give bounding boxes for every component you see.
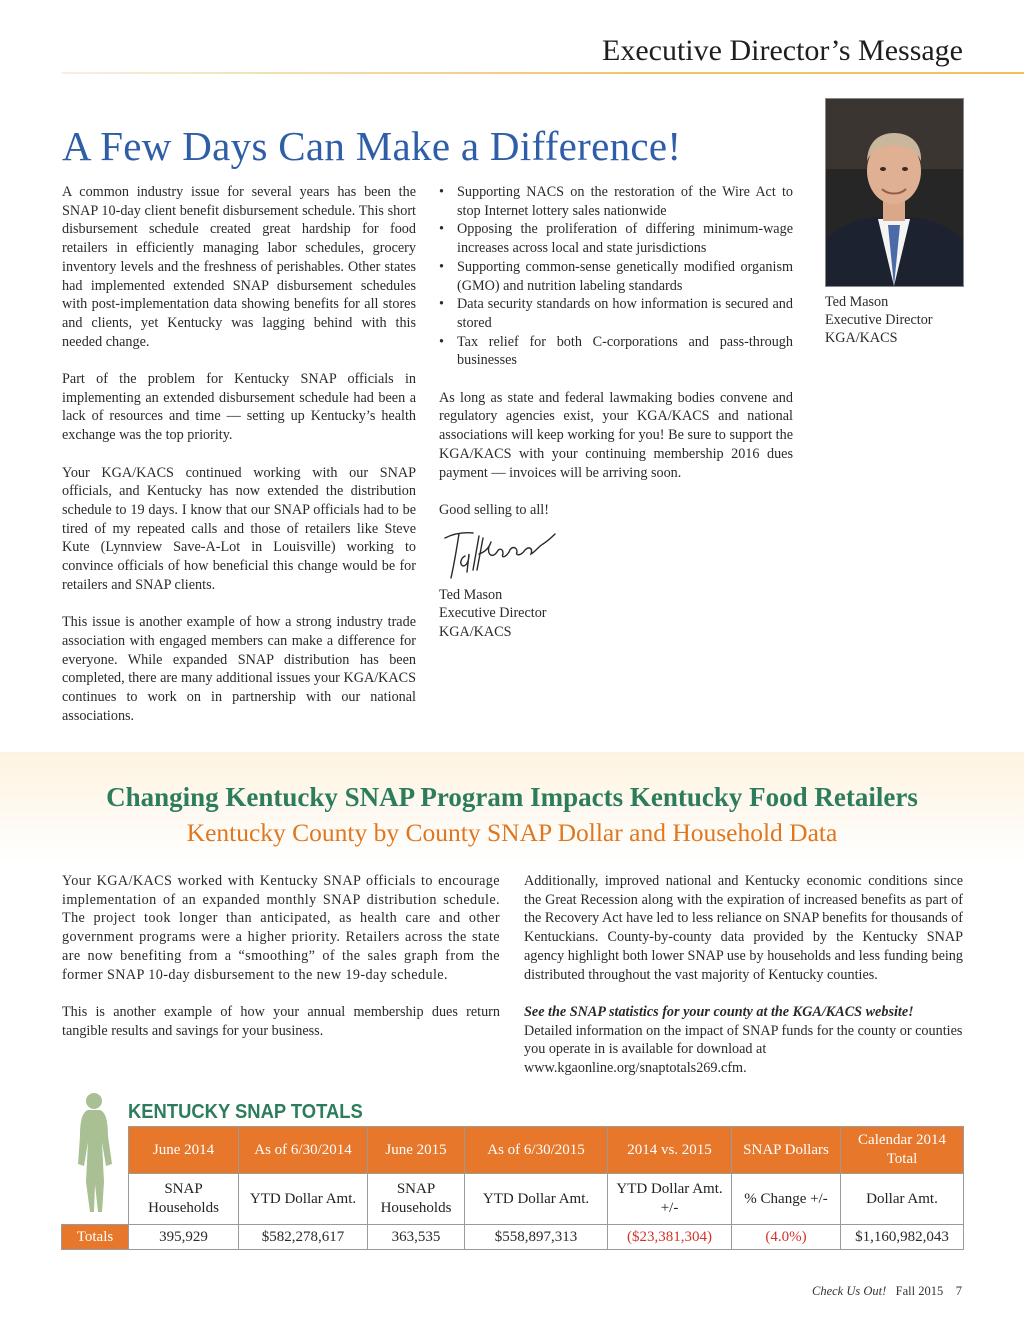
table-cell: ($23,381,304) xyxy=(608,1225,732,1250)
table-subheader-cell: % Change +/- xyxy=(732,1174,841,1225)
snap-left-column xyxy=(62,872,500,1059)
list-item: • Supporting common-sense genetically modified organism (GMO) and nutrition labeling standards xyxy=(439,258,793,295)
list-item: • Tax relief for both C-corporations and pass-through businesses xyxy=(439,333,793,370)
snap-totals-table xyxy=(61,1126,964,1250)
signature-title: Executive Director xyxy=(439,605,547,622)
table-subheader-cell: SNAP Households xyxy=(129,1174,239,1225)
table-header-cell: As of 6/30/2014 xyxy=(239,1127,368,1174)
paragraph: Part of the problem for Kentucky SNAP officials in implementing an extended disbursement schedule had been a lack of resources and time — setting up Kentucky’s health exchange was the top priority. xyxy=(62,371,416,444)
caption-name: Ted Mason xyxy=(825,294,889,310)
table-cell: 363,535 xyxy=(368,1225,465,1250)
paragraph: This issue is another example of how a strong industry trade association with engaged members can make a difference for everyone. While expanded SNAP distribution has been completed, there are many additional issues your KGA/KACS continues to work on in partnership with our national associations. xyxy=(62,614,416,724)
table-subheader-cell: Dollar Amt. xyxy=(841,1174,964,1225)
list-item: • Data security standards on how information is secured and stored xyxy=(439,295,793,332)
page-footer xyxy=(812,1284,962,1299)
section-divider xyxy=(62,72,1024,74)
portrait-illustration xyxy=(826,99,963,286)
paragraph: Your KGA/KACS continued working with our SNAP officials, and Kentucky has now extended the distribution schedule to 19 days. I know that our SNAP officials had to be tired of my repeated calls and those of retailers like Steve Kute (Lynnview Save-A-Lot in Louisville) working to convince officials of how beneficial this change would be for retailers and SNAP clients. xyxy=(62,464,416,593)
article-column-2 xyxy=(439,183,793,642)
website-callout: See the SNAP statistics for your county at the KGA/KACS website! xyxy=(524,1003,914,1020)
totals-label: Totals xyxy=(62,1225,129,1250)
table-cell: 395,929 xyxy=(129,1225,239,1250)
table-header-cell: June 2014 xyxy=(129,1127,239,1174)
caption-org: KGA/KACS xyxy=(825,330,898,346)
table-header-row xyxy=(62,1127,964,1174)
table-cell: $558,897,313 xyxy=(465,1225,608,1250)
table-subheader-cell: YTD Dollar Amt. xyxy=(239,1174,368,1225)
section-title: Executive Director’s Message xyxy=(602,34,963,67)
portrait-photo xyxy=(825,98,964,287)
table-title: KENTUCKY SNAP TOTALS xyxy=(128,1101,363,1123)
table-cell: $1,160,982,043 xyxy=(841,1225,964,1250)
table-header-cell: June 2015 xyxy=(368,1127,465,1174)
signoff: Good selling to all! xyxy=(439,501,549,518)
snap-subheading: Kentucky County by County SNAP Dollar and Household Data xyxy=(186,818,838,847)
table-cell: $582,278,617 xyxy=(239,1225,368,1250)
paragraph: A common industry issue for several years has been the SNAP 10-day client benefit disbursement schedule. This short disbursement schedule created great hardship for food retailers in efficiently managing labor schedules, grocery inventory levels and the freshness of perishables. Other states had implemented extended SNAP disbursement schedules with post-implementation data showing benefits for all stores and clients, yet Kentucky was lagging behind with this needed change. xyxy=(62,184,416,350)
paragraph: This is another example of how your annual membership dues return tangible results and savings for your business. xyxy=(62,1003,500,1039)
footer-issue: Fall 2015 xyxy=(895,1284,944,1298)
signature-org: KGA/KACS xyxy=(439,624,512,641)
signature-image xyxy=(439,526,559,584)
table-header-cell: SNAP Dollars xyxy=(732,1127,841,1174)
page-headline: A Few Days Can Make a Difference! xyxy=(62,123,682,169)
caption-title: Executive Director xyxy=(825,312,933,328)
page-number: 7 xyxy=(955,1284,962,1298)
snap-right-column xyxy=(524,872,963,1078)
article-column-1 xyxy=(62,183,416,744)
table-cell: (4.0%) xyxy=(732,1225,841,1250)
table-header-cell: As of 6/30/2015 xyxy=(465,1127,608,1174)
list-item: • Supporting NACS on the restoration of the Wire Act to stop Internet lottery sales nationwide xyxy=(439,183,793,220)
table-subheader-row xyxy=(62,1174,964,1225)
paragraph: Additionally, improved national and Kentucky economic conditions since the Great Recession along with the expiration of increased benefits as part of the Recovery Act have led to less reliance on SNAP benefits for thousands of Kentuckians. County-by-county data provided by the Kentucky SNAP agency highlight both lower SNAP use by households and less funding being distributed throughout the vast majority of Kentucky counties. xyxy=(524,873,963,983)
table-header-cell: 2014 vs. 2015 xyxy=(608,1127,732,1174)
table-subheader-cell: YTD Dollar Amt. +/- xyxy=(608,1174,732,1225)
table-totals-row xyxy=(62,1225,964,1250)
website-detail: Detailed information on the impact of SNAP funds for the county or counties you operate in is available for download at www.kgaonline.org/snaptotals269.cfm. xyxy=(524,1022,963,1077)
list-item: • Opposing the proliferation of differing minimum-wage increases across local and state jurisdictions xyxy=(439,220,793,257)
footer-tagline: Check Us Out! xyxy=(812,1284,887,1298)
table-subheader-cell: SNAP Households xyxy=(368,1174,465,1225)
table-header-cell: Calendar 2014 Total xyxy=(841,1127,964,1174)
signature-name: Ted Mason xyxy=(439,586,503,603)
table-subheader-cell: YTD Dollar Amt. xyxy=(465,1174,608,1225)
snap-heading: Changing Kentucky SNAP Program Impacts Kentucky Food Retailers xyxy=(106,782,918,812)
photo-caption xyxy=(825,293,933,347)
priority-list xyxy=(439,183,793,370)
closing-paragraph: As long as state and federal lawmaking bodies convene and regulatory agencies exist, your KGA/KACS and national associations will keep working for you! Be sure to support the KGA/KACS with your continuing membership 2016 dues payment — invoices will be arriving soon. xyxy=(439,389,793,481)
paragraph: Your KGA/KACS worked with Kentucky SNAP officials to encourage implementation of an expanded monthly SNAP distribution schedule. The project took longer than anticipated, as health care and other government programs were a higher priority. Retailers across the state are now benefiting from a “smoothing” of the sales graph from the former SNAP 10-day disbursement to the new 19-day schedule. xyxy=(62,873,500,983)
